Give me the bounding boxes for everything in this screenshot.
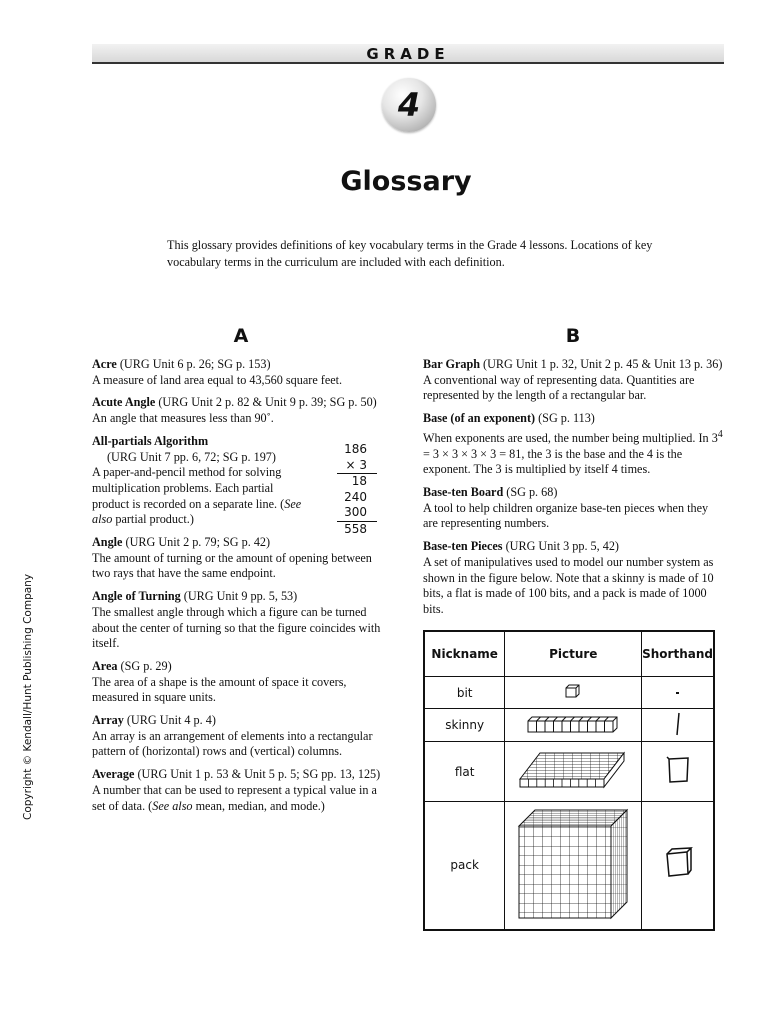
term: Acre — [92, 357, 117, 371]
definition: An array is an arrangement of elements into a rectangular pattern of (horizontal) rows and (vertical) columns. — [92, 728, 373, 759]
term: Base-ten Board — [423, 484, 504, 499]
pack-cube-icon — [515, 808, 631, 920]
picture-cell — [505, 677, 642, 709]
exponent: 4 — [717, 428, 723, 440]
glossary-entry-acre — [92, 357, 392, 388]
glossary-entry-area — [92, 659, 392, 706]
glossary-entry-acute-angle — [92, 395, 392, 426]
column-b — [423, 357, 723, 625]
flat-square-icon — [518, 749, 628, 791]
header-shorthand: Shorthand — [642, 631, 714, 677]
glossary-entry-angle-of-turning — [92, 589, 392, 652]
shorthand-cell — [642, 677, 714, 709]
glossary-entry-angle — [92, 535, 392, 582]
term: All-partials Algorithm — [92, 433, 209, 448]
reference: (SG p. 29) — [117, 658, 172, 673]
section-heading-a: A — [233, 325, 249, 347]
definition: When exponents are used, the number being multiplied. In 3 — [423, 430, 718, 445]
term: Base (of an exponent) — [423, 411, 536, 426]
calc-line: 240 — [344, 489, 367, 504]
definition: The area of a shape is the amount of space it covers, measured in square units. — [92, 674, 347, 705]
nickname-cell: bit — [424, 677, 505, 709]
term: Array — [92, 713, 124, 728]
header-picture: Picture — [505, 631, 642, 677]
calc-line: 18 — [351, 474, 367, 489]
line-icon — [671, 711, 685, 737]
calc-line: 186 — [344, 442, 367, 456]
term: Bar Graph — [423, 357, 480, 371]
picture-cell — [505, 742, 642, 802]
nickname-cell: flat — [424, 742, 505, 802]
reference: (URG Unit 1 p. 32, Unit 2 p. 45 & Unit 13 p. 36) — [480, 357, 723, 371]
glossary-entry-average — [92, 767, 392, 814]
reference: (URG Unit 2 p. 79; SG p. 42) — [122, 535, 271, 550]
table-row — [424, 802, 714, 930]
reference: (URG Unit 3 pp. 5, 42) — [502, 539, 619, 554]
glossary-entry-bar-graph — [423, 357, 723, 404]
reference: (URG Unit 6 p. 26; SG p. 153) — [116, 357, 271, 371]
calc-line: × 3 — [337, 458, 377, 475]
definition: The amount of turning or the amount of opening between two rays that have the same endpoint. — [92, 550, 372, 581]
term: Average — [92, 767, 135, 782]
definition: A conventional way of representing data. Quantities are represented by the length of a rectangular bar. — [423, 372, 695, 403]
cube-sketch-icon — [660, 844, 696, 884]
glossary-entry-all-partials — [92, 434, 302, 528]
reference: (URG Unit 9 pp. 5, 53) — [180, 589, 298, 604]
glossary-entry-base — [423, 411, 723, 478]
calc-line: 558 — [344, 521, 367, 536]
see-also: See also — [92, 496, 302, 527]
term: Angle — [92, 535, 123, 550]
glossary-entry-base-ten-pieces — [423, 539, 723, 618]
table-row — [424, 709, 714, 742]
multiplication-example — [337, 442, 377, 538]
see-also: See also — [152, 798, 193, 813]
copyright-notice: Copyright © Kendall/Hunt Publishing Company — [22, 573, 34, 820]
square-sketch-icon — [663, 754, 693, 786]
grade-number: 4 — [397, 86, 421, 124]
base-ten-table — [423, 630, 715, 931]
definition: An angle that measures less than 90˚. — [92, 411, 274, 426]
shorthand-cell — [642, 802, 714, 930]
reference: (URG Unit 4 p. 4) — [123, 713, 216, 728]
table-row — [424, 742, 714, 802]
skinny-rod-icon — [527, 715, 619, 733]
term: Area — [92, 658, 118, 673]
shorthand-cell — [642, 709, 714, 742]
term: Acute Angle — [92, 395, 156, 410]
table-header-row — [424, 631, 714, 677]
nickname-cell: pack — [424, 802, 505, 930]
glossary-entry-array — [92, 713, 392, 760]
nickname-cell: skinny — [424, 709, 505, 742]
reference: (SG p. 68) — [503, 484, 558, 499]
table-row — [424, 677, 714, 709]
picture-cell — [505, 802, 642, 930]
calc-line: 300 — [337, 505, 377, 522]
page-title: Glossary — [340, 166, 472, 197]
reference: (SG p. 113) — [535, 411, 595, 426]
definition-end: mean, median, and mode.) — [192, 798, 325, 813]
definition: A tool to help children organize base-ten pieces when they are representing numbers. — [423, 500, 709, 531]
picture-cell — [505, 709, 642, 742]
reference: (URG Unit 1 p. 53 & Unit 5 p. 5; SG pp. 13, 125) — [134, 767, 381, 782]
shorthand-cell — [642, 742, 714, 802]
term: Base-ten Pieces — [423, 539, 503, 554]
reference: (URG Unit 7 pp. 6, 72; SG p. 197) — [107, 449, 276, 464]
glossary-entry-base-ten-board — [423, 485, 723, 532]
definition: A paper-and-pencil method for solving multiplication problems. Each partial product is recorded on a separate line. ( — [92, 465, 285, 511]
definition: A measure of land area equal to 43,560 square feet. — [92, 372, 343, 387]
column-a — [92, 357, 392, 821]
definition: A set of manipulatives used to model our number system as shown in the figure below. Note that a skinny is made of 10 bits, a flat is made of 100 bits, and a pack is made of 1000 bits. — [423, 554, 714, 616]
reference: (URG Unit 2 p. 82 & Unit 9 p. 39; SG p. 50) — [155, 395, 377, 410]
term: Angle of Turning — [92, 589, 181, 604]
header-nickname: Nickname — [424, 631, 505, 677]
definition-end: partial product.) — [112, 512, 194, 527]
definition: The smallest angle through which a figure can be turned about the center of turning so that the figure coincides with itself. — [92, 604, 381, 651]
definition-end: = 3 × 3 × 3 × 3 = 81, the 3 is the base and the 4 is the exponent. The 3 is multiplied by itself 4 times. — [423, 446, 683, 477]
grade-label: GRADE — [366, 45, 450, 63]
intro-paragraph: This glossary provides definitions of key vocabulary terms in the Grade 4 lessons. Locations of key vocabulary terms in the curriculum are included with each definition. — [167, 238, 653, 269]
definition: A number that can be used to represent a typical value in a set of data. ( — [92, 782, 377, 813]
bit-cube-icon — [565, 684, 581, 698]
section-heading-b: B — [565, 325, 581, 347]
dot-icon — [674, 689, 682, 697]
